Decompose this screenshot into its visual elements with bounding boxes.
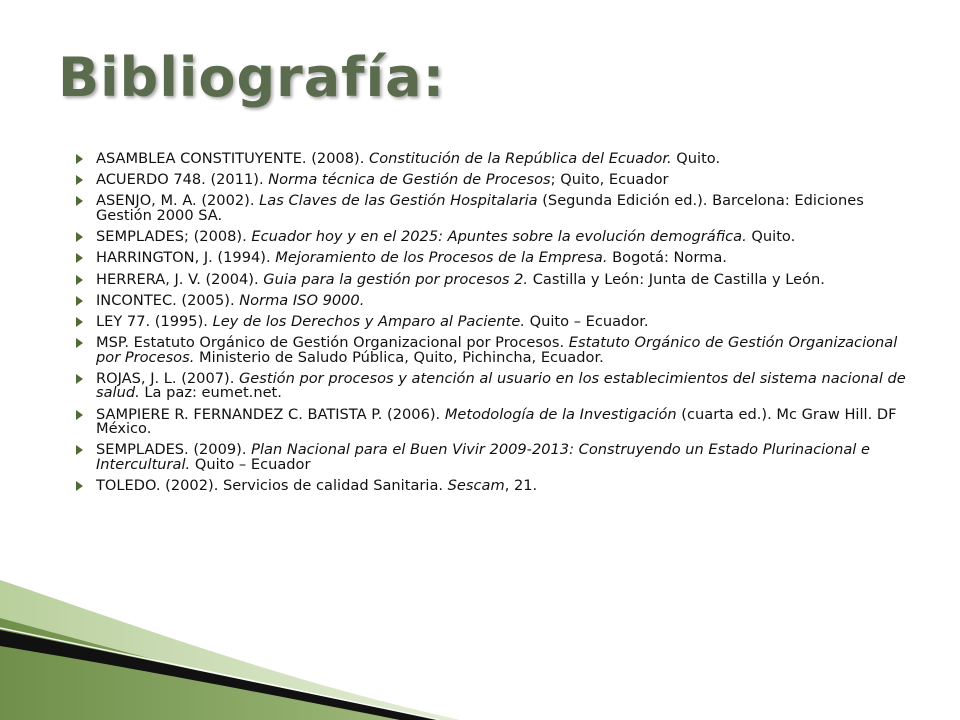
triangle-right-icon <box>76 175 83 185</box>
bibliography-list <box>76 152 916 500</box>
bibliography-entry <box>76 291 916 309</box>
entry-publisher: ; Quito, Ecuador <box>550 171 669 189</box>
entry-title: Metodología de la Investigación <box>444 405 677 423</box>
entry-title: Ley de los Derechos y Amparo al Paciente. <box>212 312 525 330</box>
entry-publisher: (Segunda Edición ed.). Barcelona: Ediciones Gestión 2000 SA. <box>96 192 864 224</box>
triangle-right-icon <box>76 296 83 306</box>
triangle-right-icon <box>76 232 83 242</box>
bibliography-entry <box>76 405 916 438</box>
triangle-right-icon <box>76 317 83 327</box>
bibliography-entry <box>76 369 916 402</box>
entry-title: Norma ISO 9000. <box>239 291 365 309</box>
entry-author-year: ASAMBLEA CONSTITUYENTE. (2008). <box>96 150 370 167</box>
entry-author-year: TOLEDO. (2002). Servicios de calidad Sanitaria. <box>96 477 448 495</box>
triangle-right-icon <box>76 253 83 263</box>
entry-title: Estatuto Orgánico de Gestión Organizacional por Procesos. <box>96 334 898 366</box>
entry-author-year: SAMPIERE R. FERNANDEZ C. BATISTA P. (2006). <box>96 405 445 423</box>
entry-title: Sescam <box>447 477 505 495</box>
entry-title: Guia para la gestión por procesos 2. <box>263 270 529 288</box>
entry-title: Mejoramiento de los Procesos de la Empresa. <box>275 249 608 267</box>
entry-author-year: SEMPLADES; (2008). <box>96 228 252 246</box>
entry-author-year: INCONTEC. (2005). <box>96 291 240 309</box>
bibliography-entry <box>76 230 916 245</box>
entry-author-year: HERRERA, J. V. (2004). <box>96 270 264 288</box>
triangle-right-icon <box>76 445 83 455</box>
slide-title: Bibliografía: <box>58 46 446 109</box>
entry-author-year: ROJAS, J. L. (2007). <box>96 369 239 387</box>
bibliography-entry <box>76 194 916 223</box>
entry-title: Norma técnica de Gestión de Procesos <box>268 171 551 189</box>
entry-publisher: Bogotá: Norma. <box>607 249 727 267</box>
bibliography-entry <box>76 312 916 330</box>
bibliography-entry <box>76 443 916 472</box>
entry-publisher: Quito. <box>746 228 796 246</box>
entry-publisher: La paz: eumet.net. <box>139 384 282 402</box>
triangle-right-icon <box>76 374 83 384</box>
bibliography-entry <box>76 173 916 188</box>
entry-publisher: Quito – Ecuador. <box>524 312 649 330</box>
entry-publisher: Ministerio de Saludo Pública, Quito, Pichincha, Ecuador. <box>194 348 604 366</box>
entry-author-year: MSP. Estatuto Orgánico de Gestión Organizacional por Procesos. <box>96 334 569 352</box>
entry-author-year: ACUERDO 748. (2011). <box>96 171 269 189</box>
triangle-right-icon <box>76 275 83 285</box>
entry-title: Plan Nacional para el Buen Vivir 2009-2013: Construyendo un Estado Plurinacional e Intercultural. <box>96 441 870 474</box>
entry-author-year: HARRINGTON, J. (1994). <box>96 249 276 267</box>
triangle-right-icon <box>76 196 83 206</box>
triangle-right-icon <box>76 338 83 348</box>
entry-publisher: Castilla y León: Junta de Castilla y León. <box>528 270 825 288</box>
bibliography-entry <box>76 479 916 494</box>
triangle-right-icon <box>76 410 83 420</box>
entry-title: Gestión por procesos y atención al usuario en los establecimientos del sistema nacional de salud. <box>96 369 906 402</box>
bibliography-entry <box>76 152 916 167</box>
entry-author-year: SEMPLADES. (2009). <box>96 441 252 459</box>
entry-publisher: Quito – Ecuador <box>190 456 311 474</box>
triangle-right-icon <box>76 481 83 491</box>
entry-publisher: (cuarta ed.). Mc Graw Hill. DF México. <box>96 405 897 438</box>
entry-author-year: LEY 77. (1995). <box>96 312 213 330</box>
bibliography-entry <box>76 251 916 266</box>
triangle-right-icon <box>76 154 83 164</box>
bibliography-entry <box>76 336 916 365</box>
entry-publisher: Quito. <box>671 150 721 167</box>
entry-publisher: , 21. <box>504 477 538 495</box>
entry-title: Las Claves de las Gestión Hospitalaria <box>259 192 538 210</box>
decorative-swoosh <box>0 570 460 720</box>
entry-author-year: ASENJO, M. A. (2002). <box>96 192 260 210</box>
bibliography-entry <box>76 270 916 288</box>
entry-title: Constitución de la República del Ecuador. <box>369 150 672 167</box>
entry-title: Ecuador hoy y en el 2025: Apuntes sobre la evolución demográfica. <box>251 228 747 246</box>
